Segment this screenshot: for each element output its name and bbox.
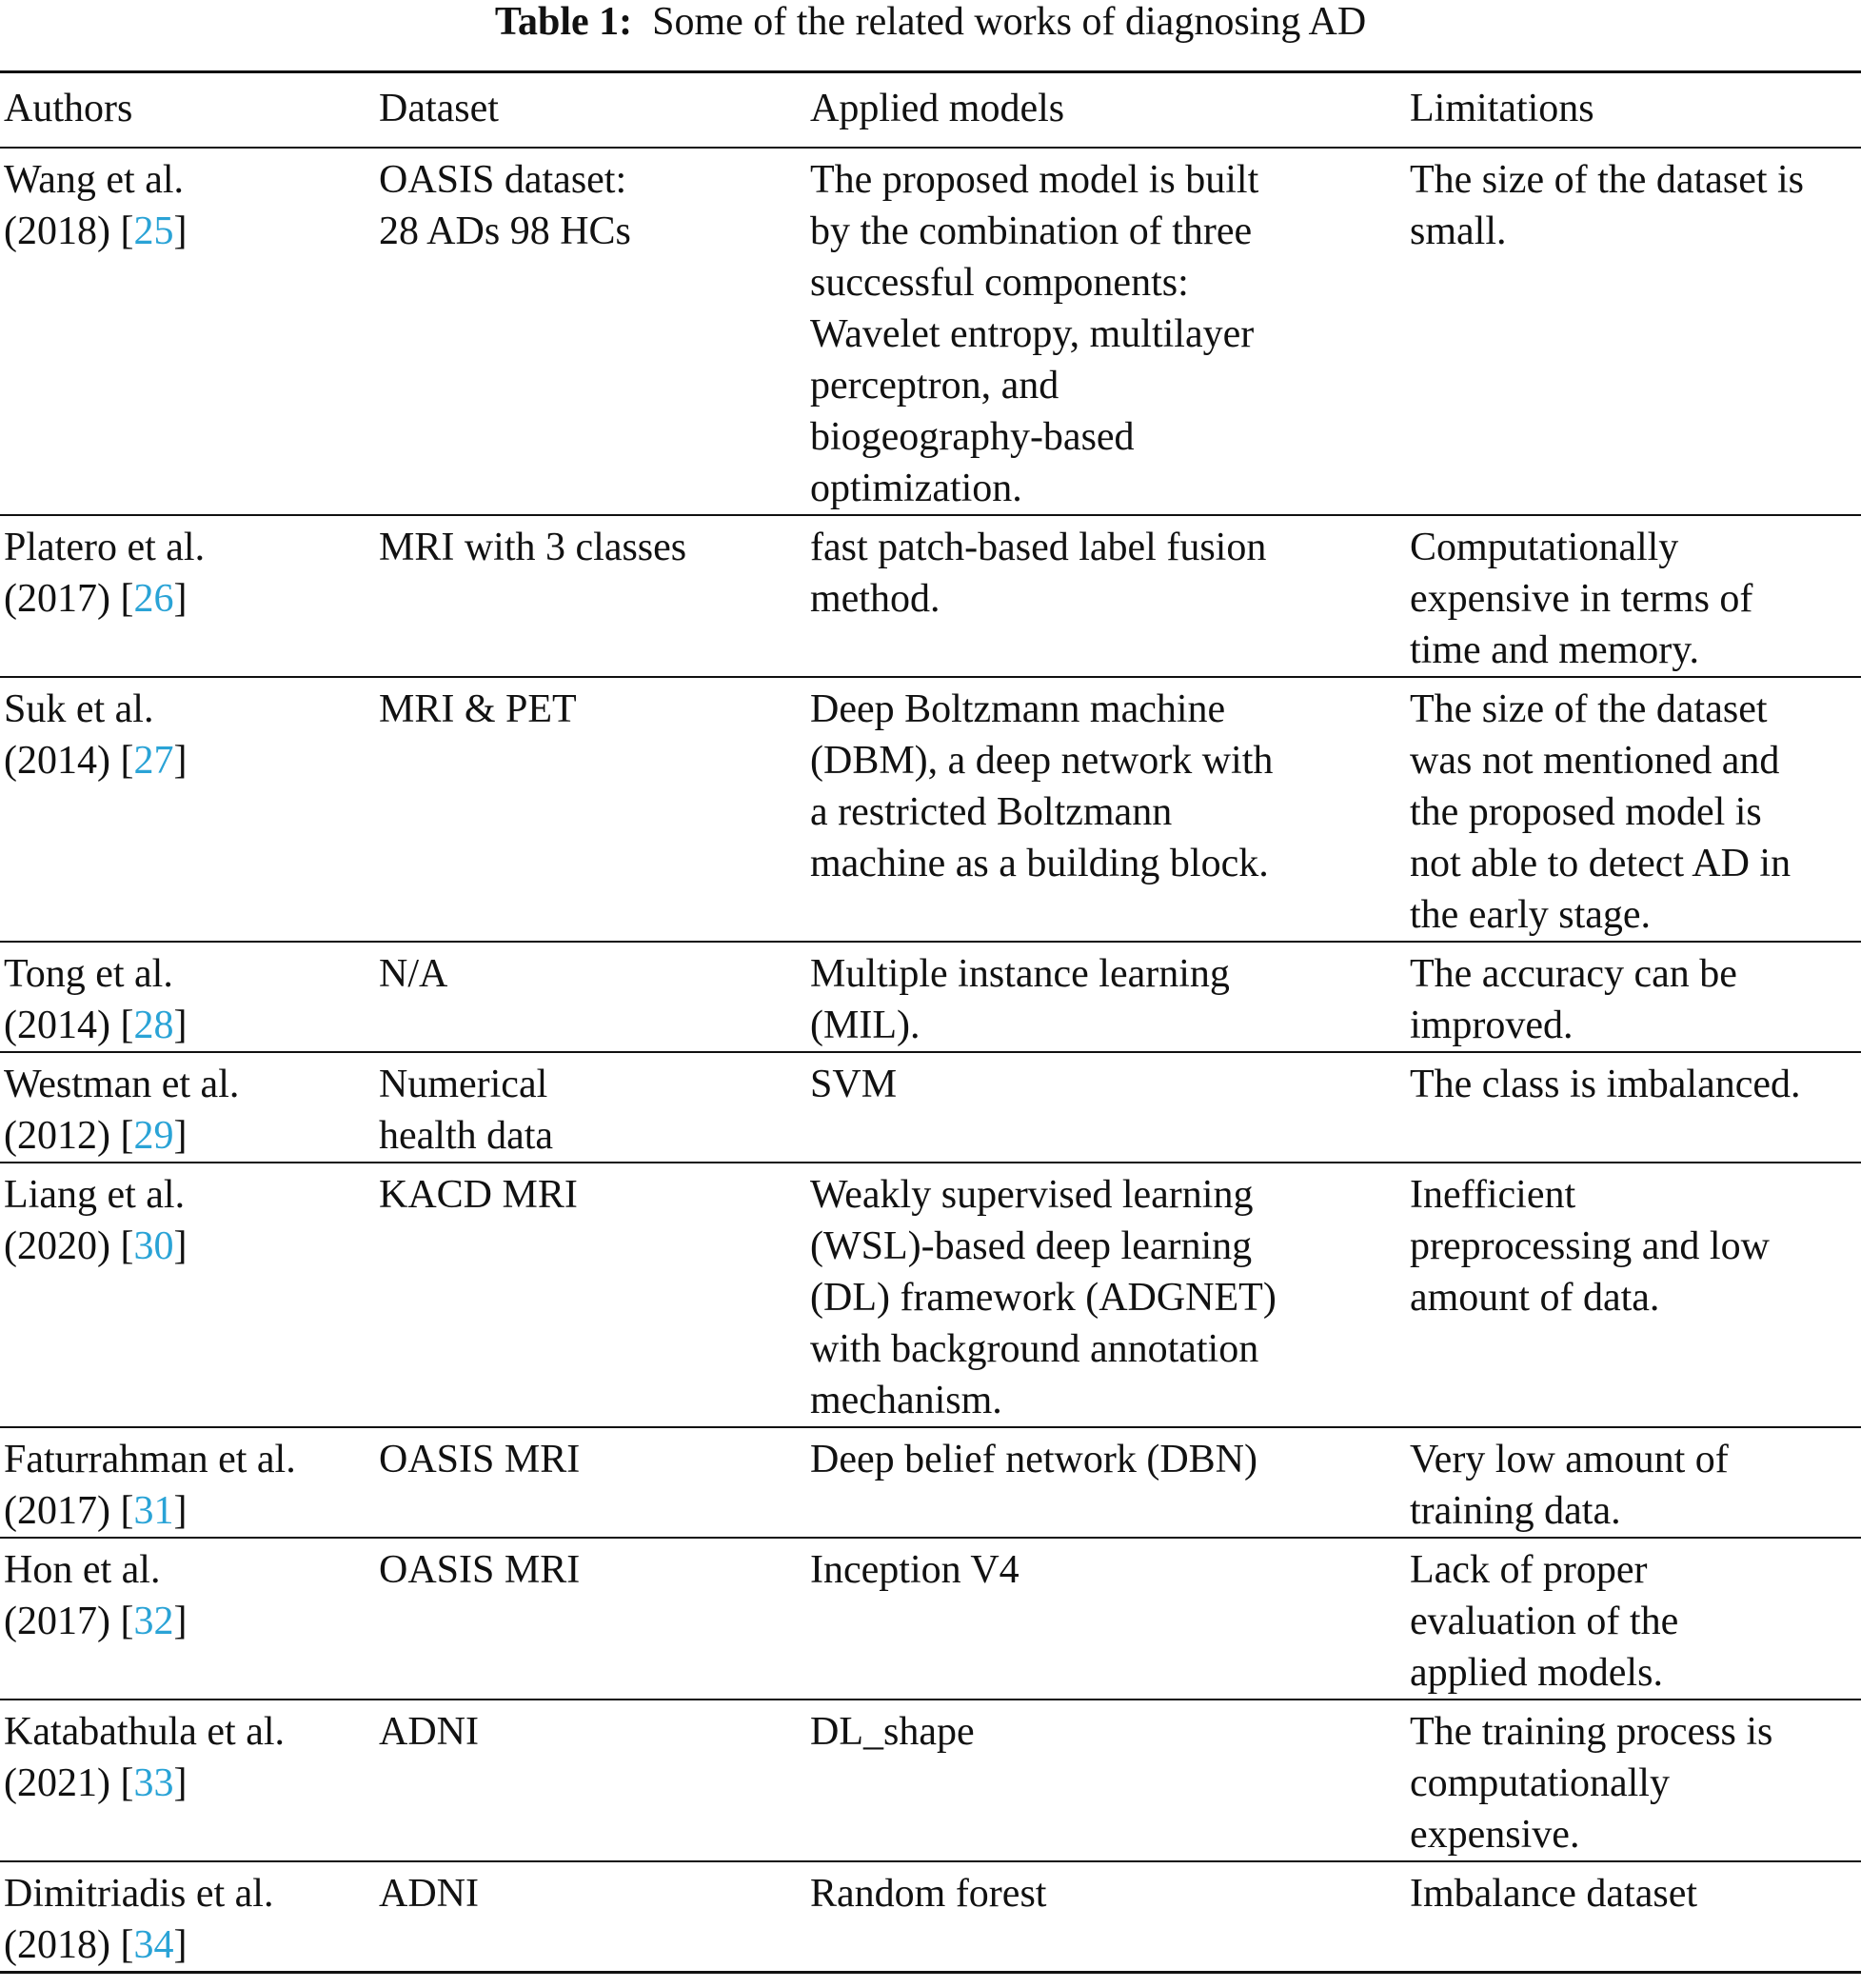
applied-models-cell [810, 1700, 1410, 1860]
table-row [0, 1053, 1861, 1163]
citation-link[interactable]: 29 [133, 1114, 174, 1158]
header-dataset: Dataset [379, 87, 499, 130]
dataset-cell [379, 943, 810, 1051]
limitation-line: The training process is [1410, 1710, 1773, 1754]
model-line: optimization. [810, 467, 1022, 510]
authors-cell [0, 149, 379, 514]
table-row [0, 149, 1861, 516]
authors-cell [0, 943, 379, 1051]
limitation-line: The size of the dataset [1410, 687, 1768, 731]
author-year: (2018) [4, 209, 110, 253]
author-name: Tong et al. [4, 952, 173, 996]
limitation-line: not able to detect AD in [1410, 842, 1792, 885]
limitation-line: amount of data. [1410, 1276, 1660, 1320]
table-body [0, 149, 1861, 1974]
author-name: Katabathula et al. [4, 1710, 286, 1754]
author-year-ref: (2017) [32] [4, 1600, 188, 1643]
dataset-line: ADNI [379, 1872, 479, 1916]
model-line: a restricted Boltzmann [810, 790, 1173, 834]
dataset-cell [379, 1163, 810, 1426]
model-line: fast patch-based label fusion [810, 526, 1267, 569]
author-year-ref: (2014) [28] [4, 1004, 188, 1047]
header-limitations: Limitations [1410, 87, 1594, 130]
header-applied-models: Applied models [810, 87, 1065, 130]
citation-link[interactable]: 31 [133, 1489, 174, 1533]
limitation-line: expensive in terms of [1410, 577, 1753, 621]
author-year-ref: (2014) [27] [4, 739, 188, 783]
table-row [0, 1163, 1861, 1428]
model-line: (WSL)-based deep learning [810, 1224, 1253, 1268]
limitation-line: The class is imbalanced. [1410, 1063, 1801, 1106]
limitations-cell [1410, 149, 1861, 514]
model-line: (DL) framework (ADGNET) [810, 1276, 1277, 1320]
model-line: Inception V4 [810, 1548, 1020, 1592]
table-row [0, 1428, 1861, 1539]
limitations-cell [1410, 1428, 1861, 1537]
author-year-ref: (2018) [25] [4, 209, 188, 253]
limitations-cell [1410, 1539, 1861, 1699]
applied-models-cell [810, 1428, 1410, 1537]
applied-models-cell [810, 516, 1410, 676]
limitation-line: Inefficient [1410, 1173, 1576, 1217]
author-year-ref: (2021) [33] [4, 1761, 188, 1805]
author-name: Liang et al. [4, 1173, 186, 1217]
author-name: Wang et al. [4, 158, 185, 202]
model-line: mechanism. [810, 1379, 1002, 1422]
dataset-cell [379, 516, 810, 676]
limitation-line: preprocessing and low [1410, 1224, 1770, 1268]
dataset-line: OASIS dataset: [379, 158, 627, 202]
authors-cell [0, 1053, 379, 1162]
caption-text: Some of the related works of diagnosing AD [652, 0, 1367, 44]
limitation-line: the proposed model is [1410, 790, 1762, 834]
limitation-line: time and memory. [1410, 628, 1700, 672]
author-year: (2014) [4, 739, 110, 783]
limitation-line: training data. [1410, 1489, 1621, 1533]
authors-cell [0, 1163, 379, 1426]
limitation-line: Computationally [1410, 526, 1679, 569]
citation-link[interactable]: 25 [133, 209, 174, 253]
related-works-table [0, 70, 1861, 1974]
dataset-line: OASIS MRI [379, 1548, 581, 1592]
applied-models-cell [810, 149, 1410, 514]
dataset-cell [379, 678, 810, 941]
model-line: Weakly supervised learning [810, 1173, 1254, 1217]
author-name: Dimitriadis et al. [4, 1872, 274, 1916]
dataset-cell [379, 1053, 810, 1162]
model-line: with background annotation [810, 1327, 1259, 1371]
author-year: (2017) [4, 577, 110, 621]
dataset-line: ADNI [379, 1710, 479, 1754]
model-line: Wavelet entropy, multilayer [810, 312, 1255, 356]
author-name: Westman et al. [4, 1063, 240, 1106]
dataset-line: MRI with 3 classes [379, 526, 687, 569]
limitation-line: computationally [1410, 1761, 1670, 1805]
limitation-line: was not mentioned and [1410, 739, 1780, 783]
dataset-line: 28 ADs 98 HCs [379, 209, 631, 253]
header-authors: Authors [4, 87, 133, 130]
dataset-line: MRI & PET [379, 687, 577, 731]
author-year: (2017) [4, 1489, 110, 1533]
citation-link[interactable]: 33 [133, 1761, 174, 1805]
limitations-cell [1410, 1163, 1861, 1426]
limitations-cell [1410, 678, 1861, 941]
citation-link[interactable]: 27 [133, 739, 174, 783]
citation-link[interactable]: 28 [133, 1004, 174, 1047]
model-line: (DBM), a deep network with [810, 739, 1274, 783]
author-year-ref: (2017) [26] [4, 577, 188, 621]
model-line: Multiple instance learning [810, 952, 1230, 996]
authors-cell [0, 1862, 379, 1971]
table-caption [0, 0, 1861, 57]
limitation-line: expensive. [1410, 1813, 1580, 1857]
author-year: (2021) [4, 1761, 110, 1805]
model-line: Random forest [810, 1872, 1047, 1916]
model-line: machine as a building block. [810, 842, 1269, 885]
table-row [0, 1862, 1861, 1974]
table-row [0, 516, 1861, 678]
model-line: SVM [810, 1063, 898, 1106]
author-year: (2020) [4, 1224, 110, 1268]
model-line: biogeography-based [810, 415, 1135, 459]
limitation-line: evaluation of the [1410, 1600, 1679, 1643]
model-line: The proposed model is built [810, 158, 1259, 202]
model-line: by the combination of three [810, 209, 1253, 253]
dataset-line: KACD MRI [379, 1173, 578, 1217]
table-row [0, 1539, 1861, 1700]
author-year-ref: (2012) [29] [4, 1114, 188, 1158]
authors-cell [0, 516, 379, 676]
limitation-line: The size of the dataset is [1410, 158, 1805, 202]
author-name: Platero et al. [4, 526, 206, 569]
dataset-cell [379, 149, 810, 514]
limitations-cell [1410, 516, 1861, 676]
dataset-cell [379, 1428, 810, 1537]
citation-link[interactable]: 26 [133, 577, 174, 621]
model-line: Deep belief network (DBN) [810, 1438, 1257, 1481]
model-line: DL_shape [810, 1710, 975, 1754]
authors-cell [0, 678, 379, 941]
limitation-line: Very low amount of [1410, 1438, 1729, 1481]
model-line: (MIL). [810, 1004, 921, 1047]
table-row [0, 1700, 1861, 1862]
dataset-line: health data [379, 1114, 554, 1158]
applied-models-cell [810, 1053, 1410, 1162]
table-row [0, 943, 1861, 1053]
limitations-cell [1410, 1700, 1861, 1860]
author-year: (2018) [4, 1923, 110, 1967]
authors-cell [0, 1700, 379, 1860]
dataset-cell [379, 1862, 810, 1971]
limitations-cell [1410, 1862, 1861, 1971]
dataset-cell [379, 1700, 810, 1860]
caption-label: Table 1: [494, 0, 633, 44]
limitation-line: small. [1410, 209, 1507, 253]
citation-link[interactable]: 32 [133, 1600, 174, 1643]
author-year: (2014) [4, 1004, 110, 1047]
table-row [0, 678, 1861, 943]
citation-link[interactable]: 34 [133, 1923, 174, 1967]
applied-models-cell [810, 943, 1410, 1051]
limitation-line: the early stage. [1410, 893, 1652, 937]
author-year-ref: (2018) [34] [4, 1923, 188, 1967]
authors-cell [0, 1539, 379, 1699]
dataset-line: Numerical [379, 1063, 548, 1106]
author-year-ref: (2020) [30] [4, 1224, 188, 1268]
author-year-ref: (2017) [31] [4, 1489, 188, 1533]
model-line: method. [810, 577, 940, 621]
model-line: perceptron, and [810, 364, 1059, 408]
author-name: Suk et al. [4, 687, 154, 731]
author-name: Faturrahman et al. [4, 1438, 296, 1481]
table-header-row [0, 70, 1861, 149]
limitation-line: applied models. [1410, 1651, 1663, 1695]
limitation-line: improved. [1410, 1004, 1574, 1047]
author-year: (2012) [4, 1114, 110, 1158]
applied-models-cell [810, 1862, 1410, 1971]
citation-link[interactable]: 30 [133, 1224, 174, 1268]
applied-models-cell [810, 678, 1410, 941]
dataset-line: N/A [379, 952, 448, 996]
applied-models-cell [810, 1163, 1410, 1426]
authors-cell [0, 1428, 379, 1537]
author-year: (2017) [4, 1600, 110, 1643]
limitation-line: Lack of proper [1410, 1548, 1648, 1592]
limitations-cell [1410, 1053, 1861, 1162]
limitation-line: The accuracy can be [1410, 952, 1737, 996]
dataset-cell [379, 1539, 810, 1699]
applied-models-cell [810, 1539, 1410, 1699]
model-line: Deep Boltzmann machine [810, 687, 1226, 731]
model-line: successful components: [810, 261, 1189, 305]
dataset-line: OASIS MRI [379, 1438, 581, 1481]
limitations-cell [1410, 943, 1861, 1051]
author-name: Hon et al. [4, 1548, 161, 1592]
limitation-line: Imbalance dataset [1410, 1872, 1697, 1916]
